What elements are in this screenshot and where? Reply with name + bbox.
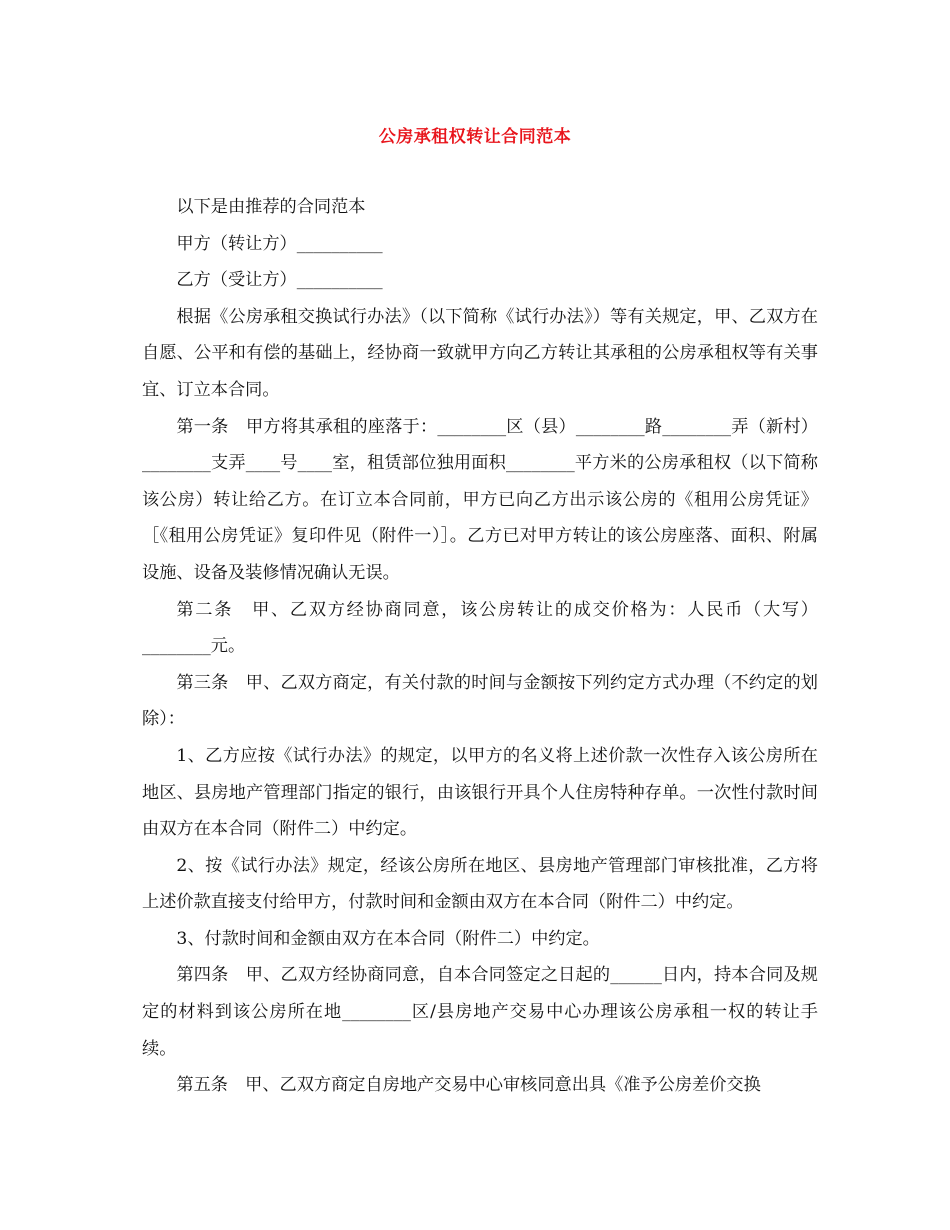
paragraph-item-3: 3、付款时间和金额由双方在本合同（附件二）中约定。	[176, 928, 600, 949]
paragraph-intro: 以下是由推荐的合同范本	[176, 197, 366, 217]
paragraph-article-5: 第五条 甲、乙双方商定自房地产交易中心审核同意出具《准予公房差价交换	[176, 1075, 761, 1096]
paragraph-article-3: 第三条 甲、乙双方商定，有关付款的时间与金额按下列约定方式办理（不约定的划除）：	[142, 672, 818, 730]
paragraph-item-2: 2、按《试行办法》规定，经该公房所在地区、县房地产管理部门审核批准，乙方将上述价款直接支付给甲方，付款时间和金额由双方在本合同（附件二）中约定。	[142, 855, 818, 913]
document-body	[142, 189, 818, 1104]
paragraph-party-a: 甲方（转让方）__________	[176, 233, 383, 254]
paragraph-party-b: 乙方（受让方）__________	[176, 270, 383, 291]
paragraph-article-2: 第二条 甲、乙双方经协商同意，该公房转让的成交价格为：人民币（大写）________元。	[142, 599, 818, 657]
paragraph-article-4: 第四条 甲、乙双方经协商同意，自本合同签定之日起的______日内，持本合同及规定的材料到该公房所在地________区/县房地产交易中心办理该公房承租一权的转让手续。	[142, 965, 818, 1059]
paragraph-article-1: 第一条 甲方将其承租的座落于：________区（县）________路________弄（新村）________支弄____号____室，租赁部位独用面积________平方米的公房承租权（以下简称该公房）转让给乙方。在订立本合同前，甲方已向乙方出示该公房的《租用公房凭证》［《租用公房凭证》复印件见（附件一）］。乙方已对甲方转让的该公房座落、面积、附属设施、设备及装修情况确认无误。	[142, 416, 818, 583]
paragraph-item-1: 1、乙方应按《试行办法》的规定，以甲方的名义将上述价款一次性存入该公房所在地区、县房地产管理部门指定的银行，由该银行开具个人住房特种存单。一次性付款时间由双方在本合同（附件二）中约定。	[142, 745, 818, 840]
document-title: 公房承租权转让合同范本	[378, 127, 572, 147]
paragraph-preamble: 根据《公房承租交换试行办法》（以下简称《试行办法》）等有关规定，甲、乙双方在自愿、公平和有偿的基础上，经协商一致就甲方向乙方转让其承租的公房承租权等有关事宜、订立本合同。	[142, 306, 818, 400]
